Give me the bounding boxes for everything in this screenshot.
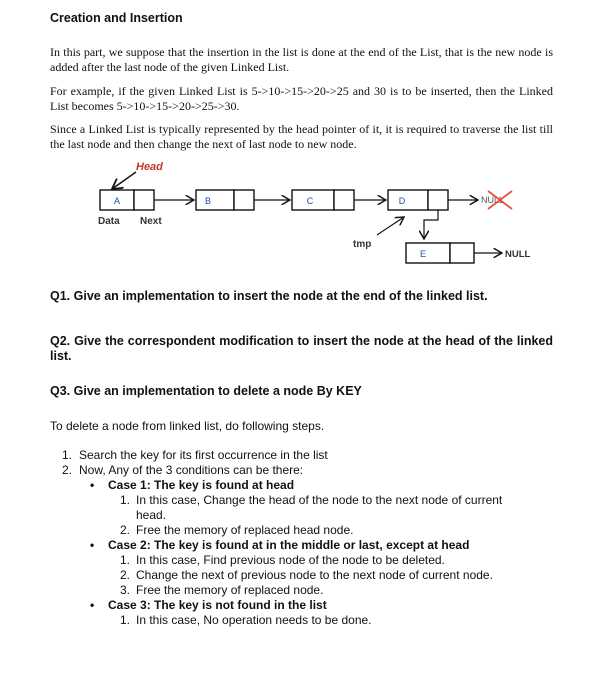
case-3-step-1: 1. In this case, No operation needs to be done. [120, 613, 372, 627]
step-1 [62, 448, 328, 463]
case-1-title: Case 1: The key is found at head [108, 478, 295, 492]
linked-list-diagram [0, 155, 596, 270]
node-c-label: C [306, 196, 314, 206]
bullet-icon: • [90, 478, 95, 492]
case-2-step-1-text: In this case, Find previous node of the node to be deleted. [136, 553, 445, 567]
head-label: Head [136, 161, 163, 173]
case-3 [90, 598, 327, 613]
case-2-step-3: 3. Free the memory of replaced node. [120, 583, 324, 597]
tmp-label: tmp [353, 239, 372, 250]
intro-paragraph-3: Since a Linked List is typically represented by the head pointer of it, it is required to traverse the list till the last node and then change the next of last node to new node. [50, 122, 553, 151]
node-a-label: A [113, 196, 121, 206]
case-1 [90, 478, 295, 493]
node-e-label: E [419, 249, 427, 259]
case-2 [90, 538, 470, 553]
node-a [100, 190, 154, 210]
step-1-number: 1. [62, 448, 73, 462]
case-2-step-3-text: Free the memory of replaced node. [136, 583, 324, 597]
case-3-step-1-text: In this case, No operation needs to be done. [136, 613, 372, 627]
case-2-title: Case 2: The key is found at in the middle or last, except at head [108, 538, 470, 552]
section-heading: Creation and Insertion [50, 11, 183, 25]
intro-paragraph-1: In this part, we suppose that the insertion in the list is done at the end of the List, that is the new node is added after the last node of the given Linked List. [50, 45, 553, 74]
bullet-icon: • [90, 598, 95, 612]
intro-paragraph-2: For example, if the given Linked List is 5->10->15->20->25 and 30 is to be inserted, then the Linked List becomes 5->10->15->20->25->30. [50, 84, 553, 113]
case-1-step-2-text: Free the memory of replaced head node. [136, 523, 354, 537]
case-2-step-1: 1. In this case, Find previous node of the node to be deleted. [120, 553, 445, 567]
node-e [406, 243, 474, 263]
node-b-label: B [204, 196, 212, 206]
node-d-label: D [398, 196, 406, 206]
delete-intro: To delete a node from linked list, do following steps. [50, 419, 325, 433]
question-3: Q3. Give an implementation to delete a node By KEY [50, 384, 362, 398]
tmp-pointer-arrow [377, 217, 404, 235]
step-2-number: 2. [62, 463, 73, 477]
arrow-d-e [424, 210, 438, 239]
step-2 [62, 463, 304, 478]
case-2-step-2-text: Change the next of previous node to the next node of current node. [136, 568, 493, 582]
case-2-step-2: 2. Change the next of previous node to the next node of current node. [120, 568, 493, 582]
crossed-null-label: NULL [481, 195, 505, 205]
node-b [196, 190, 254, 210]
step-1-text: Search the key for its first occurrence in the list [79, 448, 328, 462]
question-1: Q1. Give an implementation to insert the node at the end of the linked list. [50, 289, 488, 303]
head-pointer-arrow [112, 172, 136, 189]
question-2: Q2. Give the correspondent modification to insert the node at the head of the linked list. [50, 334, 553, 363]
case-1-step-1-cont: head. [136, 508, 167, 522]
node-d [388, 190, 448, 210]
case-1-step-2: 2. Free the memory of replaced head node. [120, 523, 354, 537]
next-label: Next [140, 216, 162, 227]
case-1-step-1-text: In this case, Change the head of the node to the next node of current [136, 493, 503, 507]
data-label: Data [98, 216, 120, 227]
case-1-step-1: 1. In this case, Change the head of the node to the next node of current [120, 493, 503, 507]
step-2-text: Now, Any of the 3 conditions can be there: [79, 463, 304, 477]
null-label: NULL [505, 249, 531, 260]
node-c [292, 190, 354, 210]
bullet-icon: • [90, 538, 95, 552]
case-3-title: Case 3: The key is not found in the list [108, 598, 327, 612]
